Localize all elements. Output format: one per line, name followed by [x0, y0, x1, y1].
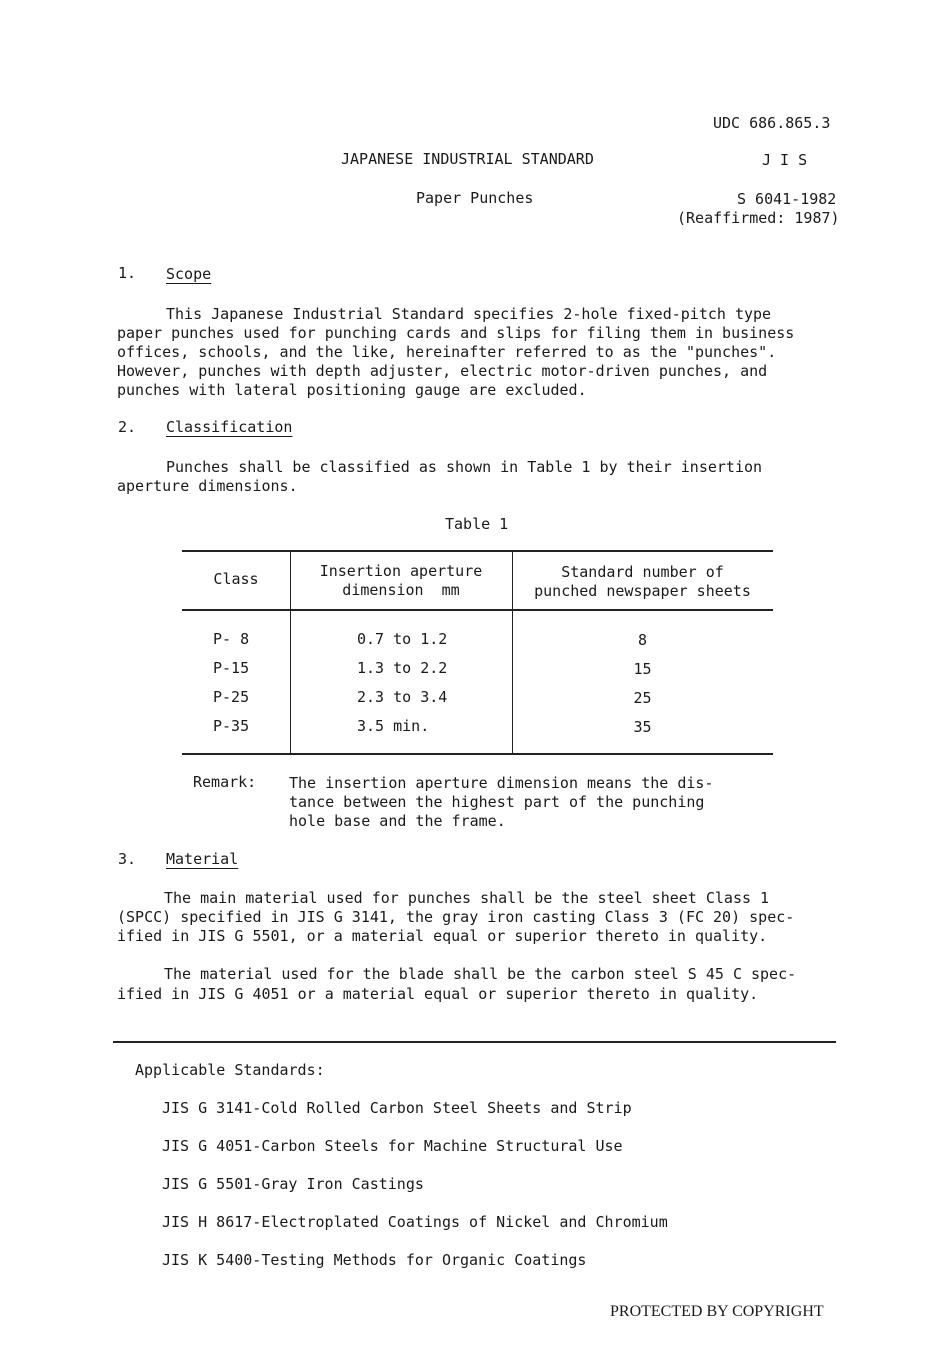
- table-header-dimension: dimension mm: [342, 581, 460, 599]
- table-cell-dimension: 3.5 min.: [357, 717, 430, 735]
- section-number-material: 3.: [118, 850, 137, 868]
- table-cell-class: P-15: [213, 659, 250, 677]
- standard-body: JAPANESE INDUSTRIAL STANDARD: [341, 150, 594, 168]
- table-cell-class: P-25: [213, 688, 250, 706]
- table-cell-dimension: 0.7 to 1.2: [357, 630, 448, 648]
- remark-label: Remark:: [193, 773, 257, 791]
- table-cell-sheets: 35: [633, 718, 652, 736]
- applicable-standard-item: JIS H 8617-Electroplated Coatings of Nickel and Chromium: [162, 1213, 668, 1231]
- reaffirmed-date: (Reaffirmed: 1987): [677, 209, 840, 227]
- table-cell-sheets: 25: [633, 689, 652, 707]
- table-caption: Table 1: [445, 515, 509, 533]
- table-cell-sheets: 8: [637, 631, 648, 649]
- udc-number: UDC 686.865.3: [713, 114, 831, 132]
- classification-line: aperture dimensions.: [117, 477, 298, 495]
- table-cell-dimension: 1.3 to 2.2: [357, 659, 448, 677]
- section-title-scope: Scope: [166, 265, 212, 283]
- table-header-sheets: Standard number of: [561, 563, 724, 581]
- scope-line: This Japanese Industrial Standard specifies 2-hole fixed-pitch type: [166, 305, 772, 323]
- applicable-standard-item: JIS K 5400-Testing Methods for Organic Coatings: [162, 1251, 587, 1269]
- applicable-standards-title: Applicable Standards:: [135, 1061, 325, 1079]
- jis-mark: J I S: [762, 151, 808, 169]
- section-number-classification: 2.: [118, 418, 137, 436]
- scope-line: punches with lateral positioning gauge are excluded.: [117, 381, 587, 399]
- material-line: The main material used for punches shall be the steel sheet Class 1: [164, 889, 770, 907]
- scope-line: paper punches used for punching cards and slips for filing them in business: [117, 324, 795, 342]
- section-title-material: Material: [166, 850, 239, 868]
- classification-table: [182, 550, 773, 755]
- scope-line: offices, schools, and the like, hereinafter referred to as the "punches".: [117, 343, 777, 361]
- applicable-standard-item: JIS G 4051-Carbon Steels for Machine Structural Use: [162, 1137, 623, 1155]
- material-line: (SPCC) specified in JIS G 3141, the gray iron casting Class 3 (FC 20) spec-: [117, 908, 795, 926]
- table-rule-bottom: [182, 753, 773, 755]
- table-header-dimension: Insertion aperture: [319, 562, 483, 580]
- applicable-standard-item: JIS G 5501-Gray Iron Castings: [162, 1175, 424, 1193]
- table-cell-dimension: 2.3 to 3.4: [357, 688, 448, 706]
- section-title-classification: Classification: [166, 418, 293, 436]
- table-header-class: Class: [213, 570, 259, 588]
- table-cell-class: P-35: [213, 717, 250, 735]
- section-number-scope: 1.: [118, 264, 137, 282]
- material-line: ified in JIS G 4051 or a material equal or superior thereto in quality.: [117, 985, 759, 1003]
- material-line: The material used for the blade shall be the carbon steel S 45 C spec-: [164, 965, 797, 983]
- document-title: Paper Punches: [416, 189, 534, 207]
- remark-line: tance between the highest part of the punching: [289, 793, 705, 811]
- applicable-standard-item: JIS G 3141-Cold Rolled Carbon Steel Sheets and Strip: [162, 1099, 632, 1117]
- scope-line: However, punches with depth adjuster, electric motor-driven punches, and: [117, 362, 768, 380]
- table-cell-class: P- 8: [213, 630, 250, 648]
- table-rule-header: [182, 609, 773, 611]
- material-line: ified in JIS G 5501, or a material equal or superior thereto in quality.: [117, 927, 768, 945]
- table-rule-top: [182, 550, 773, 552]
- classification-line: Punches shall be classified as shown in Table 1 by their insertion: [166, 458, 763, 476]
- remark-line: The insertion aperture dimension means the dis-: [289, 774, 714, 792]
- footnote-divider: [113, 1041, 836, 1043]
- copyright-notice: PROTECTED BY COPYRIGHT: [610, 1303, 824, 1320]
- table-cell-sheets: 15: [633, 660, 652, 678]
- table-header-sheets: punched newspaper sheets: [534, 582, 751, 600]
- remark-line: hole base and the frame.: [289, 812, 506, 830]
- standard-number: S 6041-1982: [737, 190, 837, 208]
